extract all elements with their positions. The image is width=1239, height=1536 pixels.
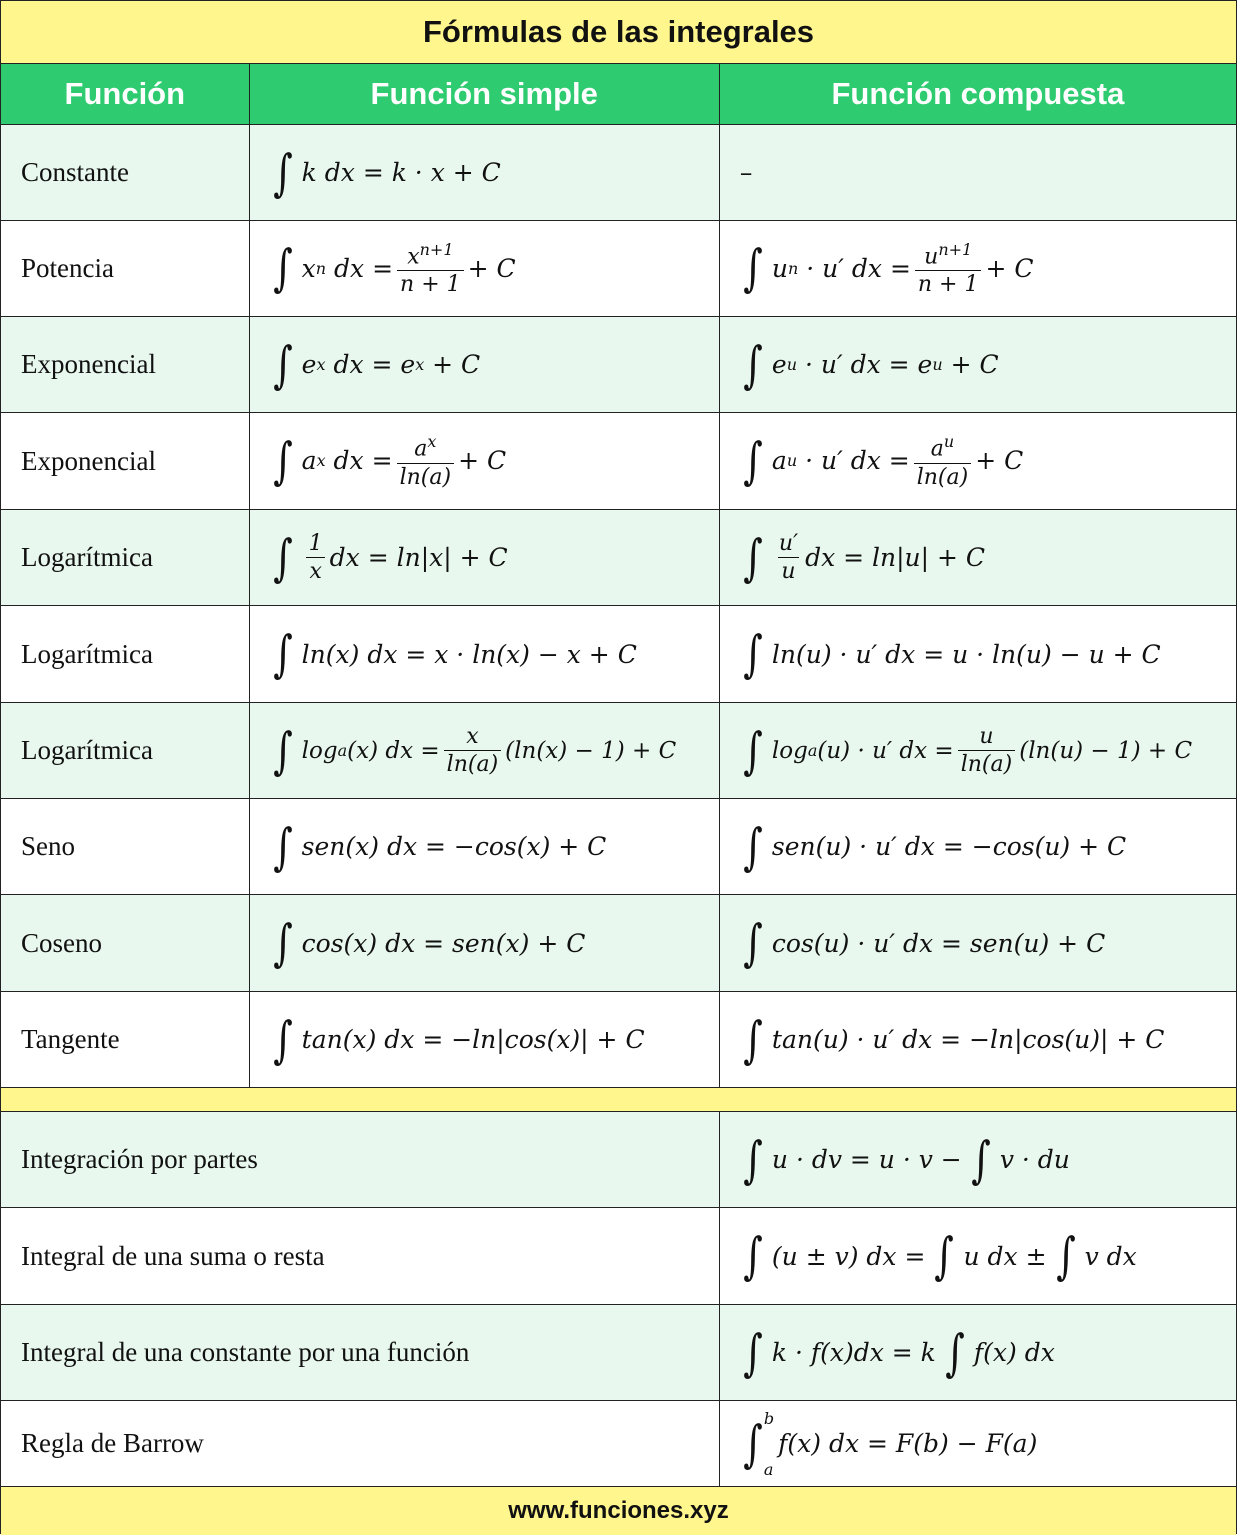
table-row	[1, 1305, 1236, 1401]
simple-formula: ∫ tan(x) dx = −ln|cos(x)| + C	[250, 992, 720, 1087]
compound-formula: ∫ tan(u) · u′ dx = −ln|cos(u)| + C	[743, 1010, 1165, 1069]
compound-formula: ∫ ln(u) · u′ dx = u · ln(u) − u + C	[743, 625, 1161, 683]
table-row	[1, 703, 1236, 799]
row-name: Potencia	[1, 221, 250, 316]
footer-url: www.funciones.xyz	[1, 1486, 1236, 1535]
table-row	[1, 1401, 1236, 1486]
column-header-function: Función	[1, 64, 250, 124]
compound-formula: ∫ sen(u) · u′ dx = −cos(u) + C	[743, 817, 1127, 876]
row-name: Exponencial	[1, 317, 250, 412]
rule-name: Integral de una constante por una función	[1, 1305, 720, 1400]
simple-formula: ∫ sen(x) dx = −cos(x) + C	[250, 799, 720, 894]
row-name: Seno	[1, 799, 250, 894]
rule-formula: ∫ b a f(x) dx = F(b) − F(a)	[743, 1408, 1038, 1479]
page-title: Fórmulas de las integrales	[1, 1, 1236, 64]
simple-formula: ∫ x n dx = $\frac{x^{n+1}}{n + 1}$ + C	[250, 221, 720, 316]
table-row	[1, 221, 1236, 317]
simple-formula: ∫ k dx = k · x + C	[250, 125, 720, 220]
compound-formula: –	[739, 158, 753, 187]
simple-formula: ∫ $\frac{1}{x}$ dx = ln|x| + C	[250, 510, 720, 605]
table-row	[1, 606, 1236, 703]
table-row	[1, 125, 1236, 221]
compound-formula: ∫ $\frac{u'}{u}$ dx = ln|u| + C	[743, 528, 986, 587]
rule-name: Integral de una suma o resta	[1, 1208, 720, 1304]
table-row	[1, 799, 1236, 895]
compound-formula: ∫ u n · u′ dx = $\frac{u^{n+1}}{n + 1}$ + C	[743, 239, 1034, 298]
compound-formula: ∫ cos(u) · u′ dx = sen(u) + C	[743, 914, 1106, 972]
compound-formula: ∫ a u · u′ dx = $\frac{a^u}{\ln(a)}$ + C	[743, 431, 1024, 490]
column-header-compound: Función compuesta	[831, 76, 1125, 111]
simple-formula: ∫ log a (x) dx = $\frac{x}{\ln(a)}$ (ln(x) − 1) + C	[250, 703, 720, 798]
section-divider	[1, 1088, 1236, 1112]
row-name: Exponencial	[1, 413, 250, 509]
table-row	[1, 317, 1236, 413]
table-row	[1, 413, 1236, 510]
table-row	[1, 510, 1236, 606]
column-header-simple: Función simple	[250, 64, 720, 124]
row-name: Logarítmica	[1, 703, 250, 798]
row-name: Tangente	[1, 992, 250, 1087]
simple-formula: ∫ a x dx = $\frac{a^x}{\ln(a)}$ + C	[250, 413, 720, 509]
compound-formula: ∫ e u · u′ dx = e u + C	[743, 335, 999, 394]
simple-formula: ∫ ln(x) dx = x · ln(x) − x + C	[250, 606, 720, 702]
simple-formula: ∫ cos(x) dx = sen(x) + C	[250, 895, 720, 991]
row-name: Constante	[1, 125, 250, 220]
row-name: Logarítmica	[1, 510, 250, 605]
compound-formula: ∫ log a (u) · u′ dx = $\frac{u}{\ln(a)}$ (ln(u) − 1) + C	[743, 721, 1193, 780]
row-name: Logarítmica	[1, 606, 250, 702]
rule-formula: ∫ (u ± v) dx = ∫ u dx ± ∫ v dx	[743, 1227, 1137, 1285]
rule-formula: ∫ u · dv = u · v − ∫ v · du	[743, 1130, 1070, 1189]
table-row	[1, 992, 1236, 1088]
rule-formula: ∫ k · f(x)dx = k ∫ f(x) dx	[743, 1323, 1055, 1382]
rule-name: Integración por partes	[1, 1112, 720, 1207]
table-header	[1, 64, 1236, 125]
table-row	[1, 895, 1236, 992]
row-name: Coseno	[1, 895, 250, 991]
table-row	[1, 1112, 1236, 1208]
table-row	[1, 1208, 1236, 1305]
rule-name: Regla de Barrow	[1, 1401, 720, 1486]
simple-formula: ∫ e x dx = e x + C	[250, 317, 720, 412]
